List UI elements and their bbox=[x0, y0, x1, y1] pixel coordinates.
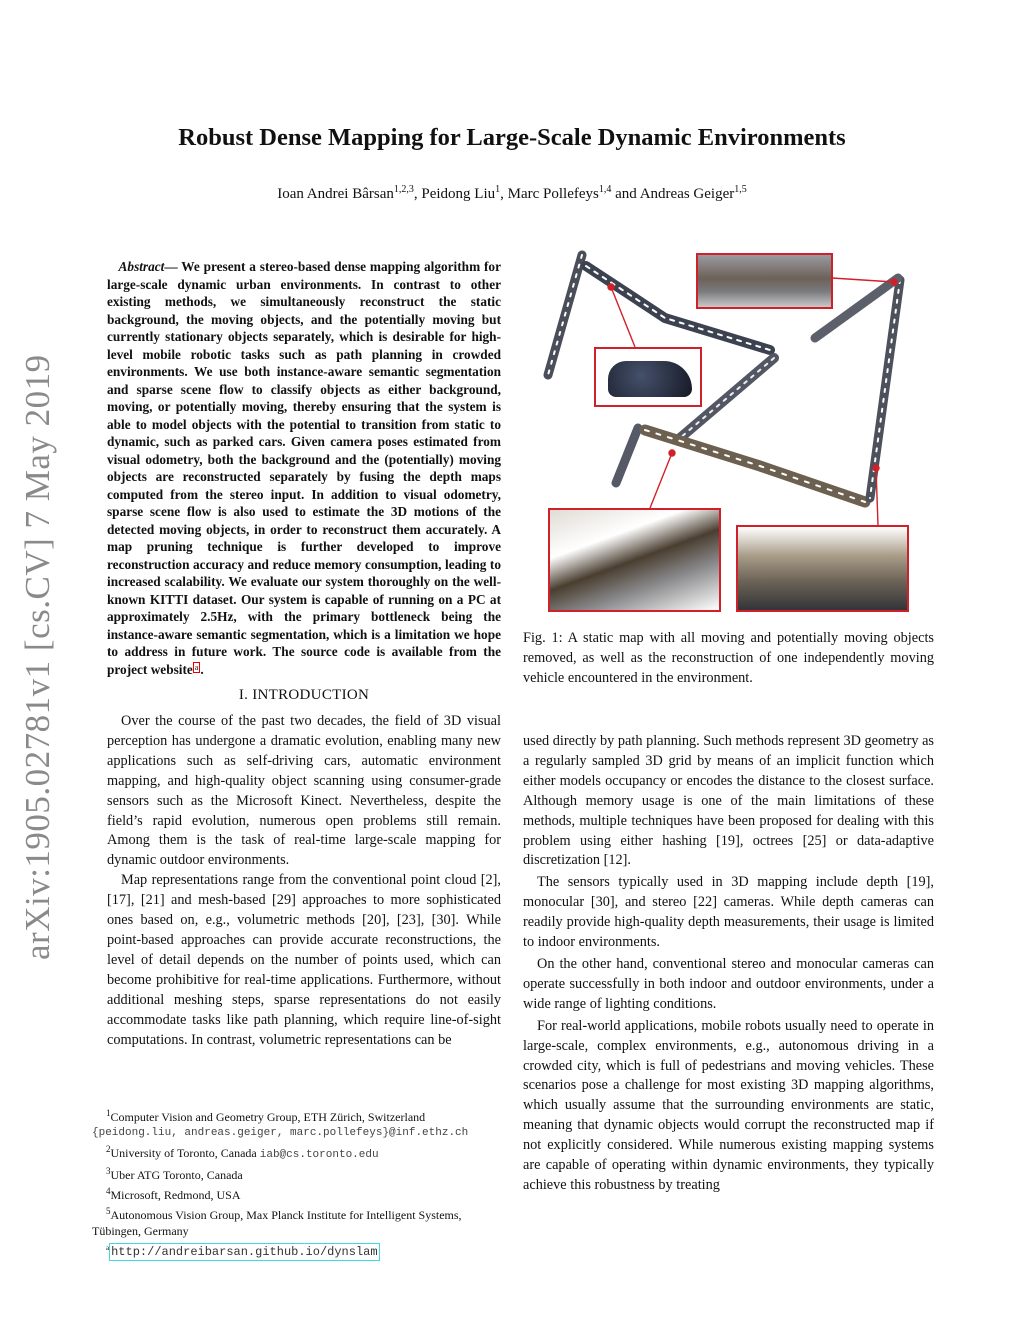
footnotes bbox=[92, 1105, 502, 1261]
abstract-text: We present a stereo-based dense mapping algorithm for large-scale dynamic urban environments. In contrast to other existing methods, we simultaneously reconstruct the static background, the moving objects, and the potentially moving but currently stationary objects separately, which is desirable for high-level mobile robotic tasks such as path planning in crowded environments. We use both instance-aware semantic segmentation and sparse scene flow to classify objects as either background, moving, or potentially moving, thereby ensuring that the system is able to model objects with the potential to transition from static to dynamic, such as parked cars. Given camera poses estimated from visual odometry, both the background and the (potentially) moving objects are reconstructed separately by fusing the depth maps computed from the stereo input. In addition to visual odometry, sparse scene flow is also used to estimate the 3D motions of the detected moving objects, in order to reconstruct them accurately. A map pruning technique is further developed to improve reconstruction accuracy and reduce memory consumption, leading to increased scalability. We evaluate our system thoroughly on the well-known KITTI dataset. Our system is capable of running on a PC at approximately 2.5Hz, with the primary bottleneck being the instance-aware semantic segmentation, which is a limitation we hope to address in future work. The source code is available from the project website bbox=[107, 259, 501, 677]
author: Marc Pollefeys$^{1,4}$ and bbox=[507, 184, 640, 202]
footnote-5: $^5$Autonomous Vision Group, Max Planck Institute for Intelligent Systems, Tübingen, Germany bbox=[92, 1206, 462, 1238]
car-icon bbox=[608, 361, 692, 397]
paragraph: Map representations range from the conventional point cloud [2], [17], [21] and mesh-based [29] approaches to more sophisticated ones based on, e.g., volumetric methods [20], [23], [30]. While point-based approaches can provide accurate reconstructions, the level of detail depends on the number of points used, which can become prohibitive for real-time applications. Furthermore, without additional meshing steps, sparse representations do not easily accommodate tasks like path planning, which require line-of-sight computations. In contrast, volumetric representations can be bbox=[107, 872, 501, 1048]
section-heading-introduction: I. INTRODUCTION bbox=[238, 687, 370, 703]
footnote-1: $^1$Computer Vision and Geometry Group, ETH Zürich, Switzerland bbox=[106, 1108, 426, 1124]
figure-caption: Fig. 1: A static map with all moving and potentially moving objects removed, as well as the reconstruction of one independently moving vehicle encountered in the environment. bbox=[523, 630, 934, 686]
intro-right-column bbox=[523, 732, 934, 1196]
author: Peidong Liu$^1$, bbox=[421, 184, 508, 202]
inset-street-facade bbox=[736, 525, 909, 612]
inset-building-facade bbox=[696, 253, 833, 309]
paragraph: The sensors typically used in 3D mapping include depth [19], monocular [30], and stereo [22] cameras. While depth cameras can readily provide high-quality depth measurements, their usage is limited to indoor environments. bbox=[523, 874, 934, 951]
abstract: Abstract— We present a stereo-based dense mapping algorithm for large-scale dynamic urban environments. In contrast to other existing methods, we simultaneously reconstruct the static background, the moving objects, and the potentially moving but currently stationary objects separately, which is desirable for high-level mobile robotic tasks such as path planning in crowded environments. We use both instance-aware semantic segmentation and sparse scene flow to classify objects as either background, moving, or potentially moving, thereby ensuring that the system is able to model objects with the potential to transition from static to dynamic, such as parked cars. Given camera poses estimated from visual odometry, both the background and the (potentially) moving objects are reconstructed separately by fusing the depth maps computed from the stereo input. In addition to visual odometry, sparse scene flow is also used to estimate the 3D motions of the detected moving objects, in order to reconstruct them accurately. A map pruning technique is further developed to improve reconstruction accuracy and reduce memory consumption, leading to increased scalability. We evaluate our system thoroughly on the well-known KITTI dataset. Our system is capable of running on a PC at approximately 2.5Hz, with the primary bottleneck being the instance-aware semantic segmentation, which is a limitation we hope to address in future work. The source code is available from the project website a . bbox=[107, 259, 501, 677]
footnote-4: $^4$Microsoft, Redmond, USA bbox=[106, 1186, 241, 1202]
author-list bbox=[0, 184, 1024, 203]
author: Ioan Andrei Bârsan$^{1,2,3}$, bbox=[277, 184, 422, 202]
paragraph: For real-world applications, mobile robots usually need to operate in large-scale, complex environments, e.g., autonomous driving in a crowded city, which is full of pedestrians and moving vehicles. These scenarios pose a challenge for most existing 3D mapping algorithms, which usually assume that the surrounding environments are static, meaning that dynamic objects would corrupt the reconstructed map if not explicitly considered. While numerous existing mapping systems are capable of operating within dynamic environments, they typically achieve this robustness by treating bbox=[523, 1017, 934, 1193]
inset-reconstructed-car bbox=[594, 347, 702, 407]
project-website-link[interactable]: http://andreibarsan.github.io/dynslam bbox=[111, 1245, 378, 1259]
paragraph: used directly by path planning. Such methods represent 3D geometry as a regularly sampled 3D grid by means of an implicit function which either models occupancy or encodes the distance to the closest surface. Although memory usage is one of the main limitations of these methods, multiple techniques have been proposed for dealing with this problem using either hashing [19], octrees [25] or data-adaptive discretization [12]. bbox=[523, 733, 934, 869]
abstract-label: Abstract bbox=[118, 259, 165, 274]
paragraph: Over the course of the past two decades, the field of 3D visual perception has undergone a dramatic evolution, enabling many new applications such as self-driving cars, automatic environment mapping, and high-quality object scanning using consumer-grade sensors such as the Microsoft Kinect. Nevertheless, despite the field’s rapid evolution, numerous open problems still remain. Among them is the task of real-time large-scale mapping for dynamic outdoor environments. bbox=[107, 713, 501, 869]
arxiv-identifier-stamp: arXiv:1905.02781v1 [cs.CV] 7 May 2019 bbox=[18, 354, 57, 960]
footnote-2: $^2$University of Toronto, Canada iab@cs.toronto.edu bbox=[106, 1144, 379, 1161]
author: Andreas Geiger$^{1,5}$ bbox=[639, 184, 747, 202]
paper-title: Robust Dense Mapping for Large-Scale Dynamic Environments bbox=[178, 124, 846, 151]
footnote-a: $^a$ http://andreibarsan.github.io/dynslam bbox=[106, 1244, 378, 1259]
figure-1-static-map bbox=[520, 240, 940, 620]
footnote-3: $^3$Uber ATG Toronto, Canada bbox=[106, 1166, 243, 1182]
intro-left-column bbox=[107, 712, 501, 1050]
footnote-1-emails: {peidong.liu, andreas.geiger, marc.pollefeys}@inf.ethz.ch bbox=[92, 1127, 469, 1139]
inset-tree-street bbox=[548, 508, 721, 612]
footnote-link-a[interactable]: a bbox=[194, 662, 199, 672]
paragraph: On the other hand, conventional stereo and monocular cameras can operate successfully in both indoor and outdoor environments, under a wide range of lighting conditions. bbox=[523, 955, 934, 1012]
